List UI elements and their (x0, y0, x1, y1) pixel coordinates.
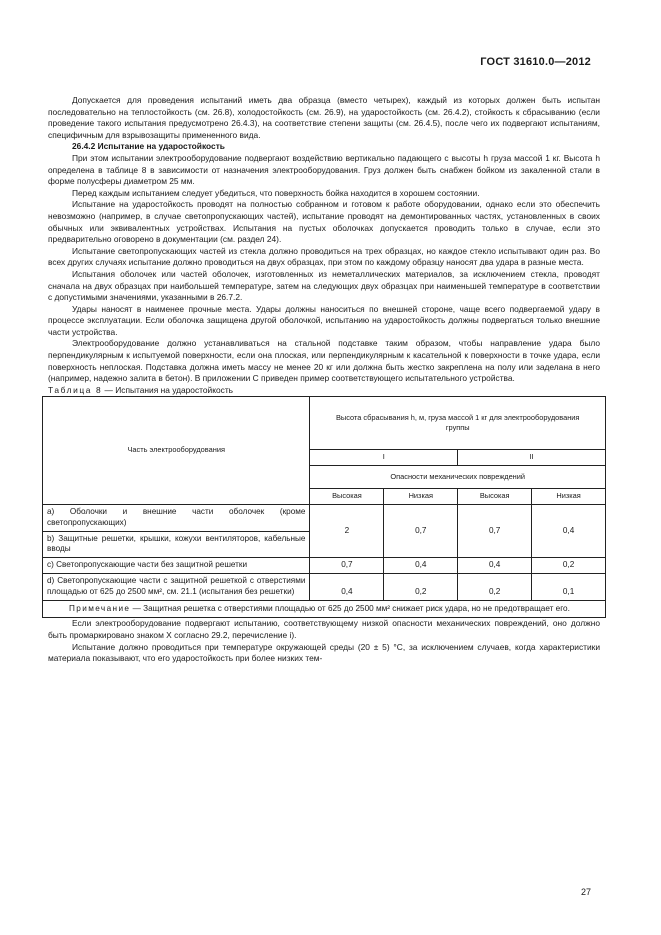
note-text: — Защитная решетка с отверстиями площадью от 625 до 2500 мм² снижает риск удара, но не предотвращает его. (130, 603, 570, 613)
row-value: 0,4 (310, 574, 384, 601)
row-part: с) Светопропускающие части без защитной решетки (43, 558, 310, 574)
paragraph: Если электрооборудование подвергают испытанию, соответствующему низкой опасности механических повреждений, оно должно быть промаркировано знаком X согласно 29.2, перечисление i). (48, 618, 600, 640)
paragraph: При этом испытании электрооборудование подвергают воздействию вертикально падающего с высоты h груза массой 1 кг. Высота h определена в таблице 8 в зависимости от назначения электрооборудования. Груз должен быть снабжен бойком из закаленной стали в форме полусферы диаметром 25 мм. (48, 152, 600, 187)
header-high: Высокая (310, 489, 384, 505)
row-value: 0,2 (458, 574, 532, 601)
table-caption (48, 385, 600, 397)
row-value: 0,4 (384, 558, 458, 574)
paragraph: Допускается для проведения испытаний иметь два образца (вместо четырех), каждый из которых должен быть испытан последовательно на теплостойкость (см. 26.8), холодостойкость (см. 26.9), на ударостойкость (см. 26.4.2), стойкость к сбрасыванию (если проведение такого испытания предусмотрено 26.4.3), на соответствие степени защиты (см. 26.4.5), после чего их подвергают испытаниям, специфичным для взрывозащиты примененного вида. (48, 95, 600, 140)
header-high: Высокая (458, 489, 532, 505)
header-group-2: II (458, 450, 606, 466)
paragraph: Испытания оболочек или частей оболочек, изготовленных из неметаллических материалов, за исключением стекла, проводят сначала на двух образцах при наибольшей температуре, затем на следующих двух образцах при наименьшей температуре в соответствии с допустимыми значениями, указанными в 26.7.2. (48, 268, 600, 303)
row-value: 0,4 (458, 558, 532, 574)
row-value: 2 (310, 505, 384, 558)
paragraph: Электрооборудование должно устанавливаться на стальной подставке таким образом, чтобы направление удара было перпендикулярным к испытуемой поверхности, если она плоская, или перпендикулярным к касательной к поверхности в точке удара, если поверхность неплоская. Подставка должна иметь массу не менее 20 кг или должна быть жестко закреплена на полу или заделана в него (например, надежно залита в бетон). В приложении С приведен пример соответствующего испытательного устройства. (48, 338, 600, 384)
header-low: Низкая (384, 489, 458, 505)
row-part: d) Светопропускающие части с защитной решеткой с отверстиями площадью от 625 до 2500 мм², см. 21.1 (испытания без решетки) (43, 574, 310, 601)
document-header: ГОСТ 31610.0—2012 (480, 56, 591, 68)
header-low: Низкая (532, 489, 606, 505)
row-part: b) Защитные решетки, крышки, кожухи вентиляторов, кабельные вводы (43, 531, 310, 558)
paragraph: Испытание должно проводиться при температуре окружающей среды (20 ± 5) °С, за исключением случаев, когда характеристики материала показывают, что его ударостойкость при более низких тем- (48, 641, 600, 664)
table-note (43, 600, 606, 618)
table-row (43, 574, 606, 601)
header-part: Часть электрооборудования (43, 397, 310, 505)
paragraph: Удары наносят в наименее прочные места. Удары должны наноситься по внешней стороне, чаще всего подвергаемой удару в процессе эксплуатации. Если оболочка защищена другой оболочкой, испытанию на ударостойкость должны подвергаться только внешние части устройства. (48, 303, 600, 337)
table-caption-label: Таблица 8 (48, 384, 103, 395)
row-value: 0,7 (458, 505, 532, 558)
page-number: 27 (580, 887, 591, 897)
row-value: 0,4 (532, 505, 606, 558)
row-value: 0,2 (384, 574, 458, 601)
table-row (43, 558, 606, 574)
header-group-1: I (310, 450, 458, 466)
note-label: Примечание (69, 603, 131, 613)
paragraph: Испытание светопропускающих частей из стекла должно проводиться на трех образцах, но каждое стекло испытывают один раз. Во всех других случаях испытание должно проводиться на двух образцах, при этом по каждому образцу наносят два удара в разные места. (48, 245, 600, 268)
table-note-row (43, 600, 606, 618)
header-height: Высота сбрасывания h, м, груза массой 1 кг для электрооборудования группы (310, 397, 606, 450)
impact-test-table (42, 396, 606, 618)
table-caption-text: — Испытания на ударостойкость (102, 384, 234, 395)
row-value: 0,1 (532, 574, 606, 601)
table-row (43, 505, 606, 532)
header-hazard: Опасности механических повреждений (310, 466, 606, 489)
table-header-row (43, 397, 606, 450)
row-value: 0,7 (310, 558, 384, 574)
document-body (48, 95, 600, 665)
section-heading: 26.4.2 Испытание на ударостойкость (72, 141, 225, 152)
row-part: а) Оболочки и внешние части оболочек (кроме светопропускающих) (43, 505, 310, 532)
paragraph: Перед каждым испытанием следует убедиться, что поверхность бойка находится в хорошем состоянии. (72, 187, 480, 198)
paragraph: Испытание на ударостойкость проводят на полностью собранном и готовом к работе оборудовании, однако если это обеспечить невозможно (например, в случае светопропускающих частей), испытание проводят на демонтированных частях, установленных в своих обычных или эквивалентных устройствах. Испытания на пустых оболочках допускается проводить только в случае, если это предварительно оговорено в документации (см. раздел 24). (48, 199, 600, 245)
row-value: 0,7 (384, 505, 458, 558)
row-value: 0,2 (532, 558, 606, 574)
